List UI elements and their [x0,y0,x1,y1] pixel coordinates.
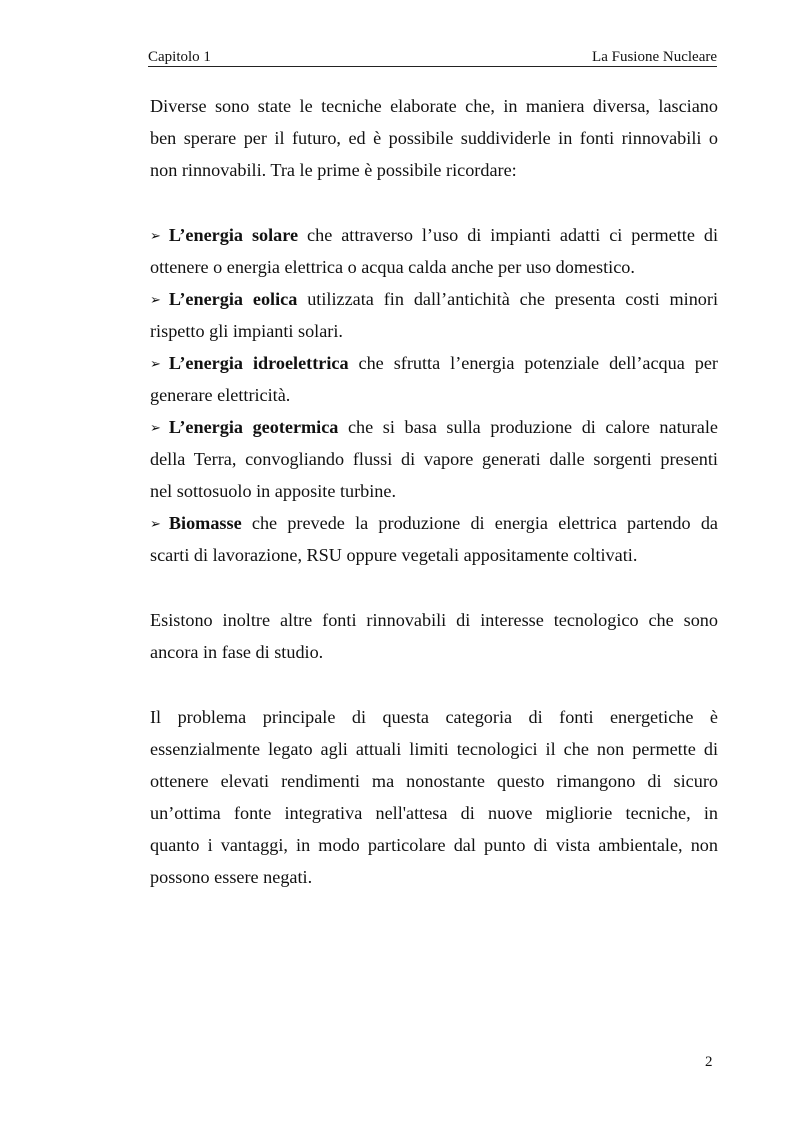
list-item-continuation: nel sottosuolo in apposite turbine. [150,481,397,501]
list-item-term: L’energia eolica [168,289,298,309]
paragraph-line: ottenere elevati rendimenti ma nonostante questo rimangono di sicuro [150,771,718,791]
list-item-text: che si basa sulla produzione di calore naturale [338,417,718,437]
list-item [150,411,718,507]
list-item-text: utilizzata fin dall’antichità che presenta costi minori [297,289,718,309]
list-item [150,507,718,571]
paragraph-main-problem [150,701,718,893]
header-title: La Fusione Nucleare [592,49,717,65]
arrowhead-bullet-icon: ➢ [150,517,161,532]
paragraph-line: possono essere negati. [150,867,313,887]
intro-line: non rinnovabili. Tra le prime è possibile ricordare: [150,160,517,180]
arrowhead-bullet-icon: ➢ [150,421,161,436]
list-item [150,283,718,347]
intro-line: ben sperare per il futuro, ed è possibile suddividerle in fonti rinnovabili o [150,128,718,148]
paragraph-line: essenzialmente legato agli attuali limiti tecnologici il che non permette di [150,739,718,759]
list-item-text: che prevede la produzione di energia elettrica partendo da [241,513,718,533]
paragraph-line: un’ottima fonte integrativa nell'attesa di nuove migliorie tecniche, in [150,803,718,823]
list-item [150,219,718,283]
list-item-text: che attraverso l’uso di impianti adatti ci permette di [298,225,719,245]
list-item-continuation: della Terra, convogliando flussi di vapore generati dalle sorgenti presenti [150,449,718,469]
list-item-term: Biomasse [168,513,242,533]
list-item-continuation: scarti di lavorazione, RSU oppure vegetali appositamente coltivati. [150,545,638,565]
page-number: 2 [705,1054,713,1070]
arrowhead-bullet-icon: ➢ [150,357,161,372]
header-chapter: Capitolo 1 [148,49,211,65]
list-item-term: L’energia idroelettrica [168,353,349,373]
list-item-text: che sfrutta l’energia potenziale dell’acqua per [348,353,718,373]
paragraph-line: quanto i vantaggi, in modo particolare dal punto di vista ambientale, non [150,835,718,855]
energy-sources-list [150,219,718,571]
body-text [150,90,718,893]
arrowhead-bullet-icon: ➢ [150,293,161,308]
list-item [150,347,718,411]
paragraph-line: Il problema principale di questa categoria di fonti energetiche è [150,707,718,727]
running-header [148,48,717,67]
list-item-term: L’energia solare [168,225,299,245]
paragraph-line: ancora in fase di studio. [150,642,324,662]
intro-line: Diverse sono state le tecniche elaborate che, in maniera diversa, lasciano [150,96,718,116]
arrowhead-bullet-icon: ➢ [150,229,161,244]
list-item-continuation: generare elettricità. [150,385,291,405]
paragraph-other-sources [150,604,718,668]
paragraph-line: Esistono inoltre altre fonti rinnovabili di interesse tecnologico che sono [150,610,718,630]
intro-paragraph [150,90,718,186]
list-item-continuation: ottenere o energia elettrica o acqua calda anche per uso domestico. [150,257,635,277]
list-item-continuation: rispetto gli impianti solari. [150,321,343,341]
list-item-term: L’energia geotermica [168,417,339,437]
